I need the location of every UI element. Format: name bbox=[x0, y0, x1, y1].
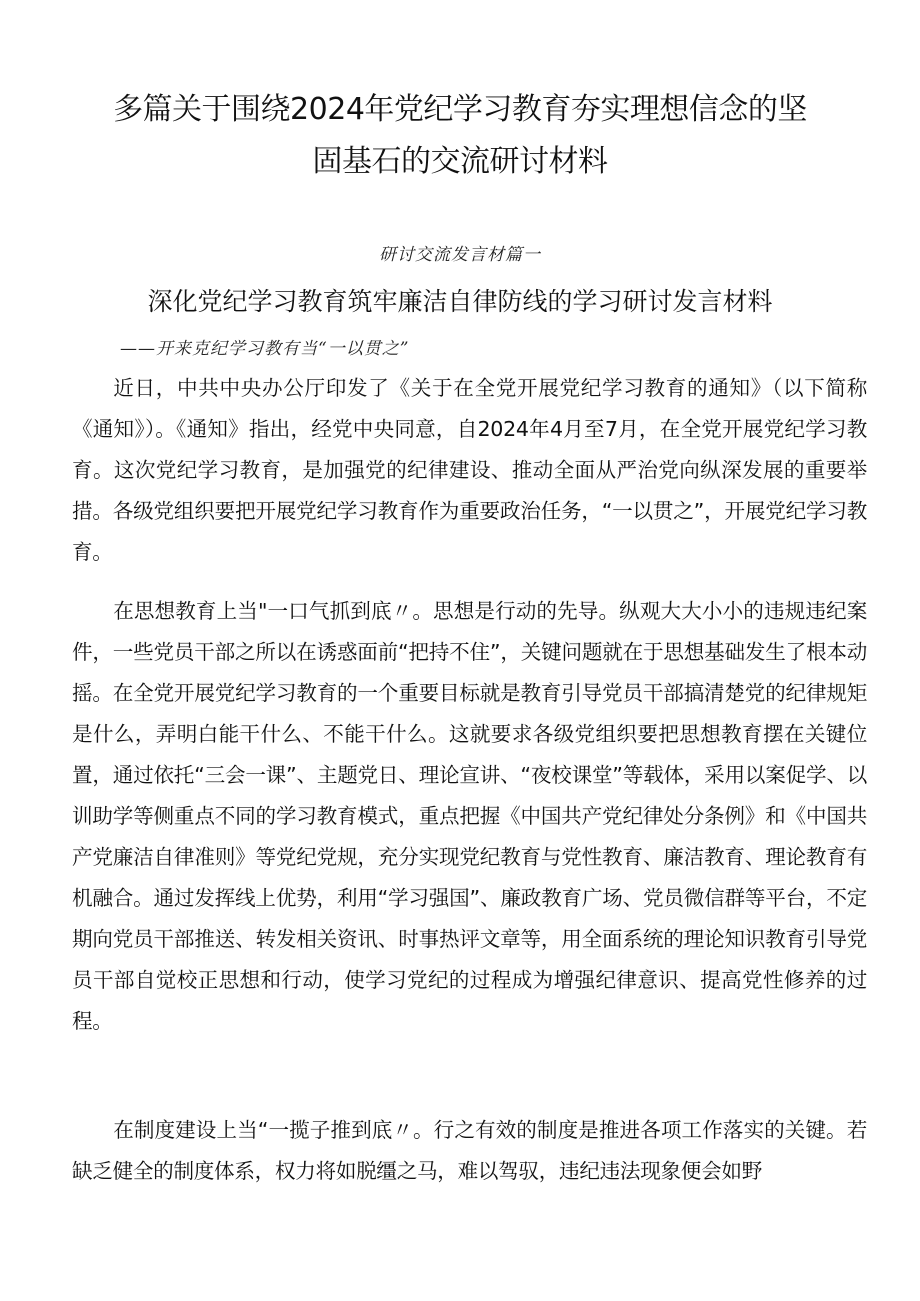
document-title-line-2: 固基石的交流研讨材料 bbox=[312, 144, 608, 179]
body-paragraph-3: 在制度建设上当“一揽子推到底〃。行之有效的制度是推进各项工作落实的关键。若缺乏健全的制度体系，权力将如脱缰之马，难以驾驭，违纪违法现象便会如野 bbox=[72, 1118, 867, 1183]
body-paragraph-2: 在思想教育上当"一口气抓到底〃。思想是行动的先导。纵观大大小小的违规违纪案件，一些党员干部之所以在诱惑面前“把持不住”，关键问题就在于思想基础发生了根本动摇。在全党开展党纪学习教育的一个重要目标就是教育引导党员干部搞清楚党的纪律规矩是什么，弄明白能干什么、不能干什么。这就要求各级党组织要把思想教育摆在关键位置，通过依托“三会一课”、主题党日、理论宣讲、“夜校课堂”等载体，采用以案促学、以训助学等侧重点不同的学习教育模式，重点把握《中国共产党纪律处分条例》和《中国共产党廉洁自律准则》等党纪党规，充分实现党纪教育与党性教育、廉洁教育、理论教育有机融合。通过发挥线上优势，利用“学习强国”、廉政教育广场、党员微信群等平台，不定期向党员干部推送、转发相关资讯、时事热评文章等，用全面系统的理论知识教育引导党员干部自觉校正思想和行动，使学习党纪的过程成为增强纪律意识、提高党性修养的过程。 bbox=[72, 599, 867, 1033]
body-paragraph-1: 近日，中共中央办公厅印发了《关于在全党开展党纪学习教育的通知》（以下简称《通知》）。《通知》指出，经党中央同意，自2024年4月至7月，在全党开展党纪学习教育。这次党纪学习教育，是加强党的纪律建设、推动全面从严治党向纵深发展的重要举措。各级党组织要把开展党纪学习教育作为重要政治任务，“一以贯之”，开展党纪学习教育。 bbox=[72, 376, 867, 564]
section-label: 研讨交流发言材篇一 bbox=[379, 245, 541, 265]
document-title bbox=[60, 84, 860, 188]
section-subtitle: ——开来克纪学习教有当“一以贯之” bbox=[120, 339, 410, 359]
document-title-line-1: 多篇关于围绕2024年党纪学习教育夯实理想信念的坚 bbox=[113, 92, 807, 127]
section-heading: 深化党纪学习教育筑牢廉洁自律防线的学习研讨发言材料 bbox=[147, 287, 773, 316]
